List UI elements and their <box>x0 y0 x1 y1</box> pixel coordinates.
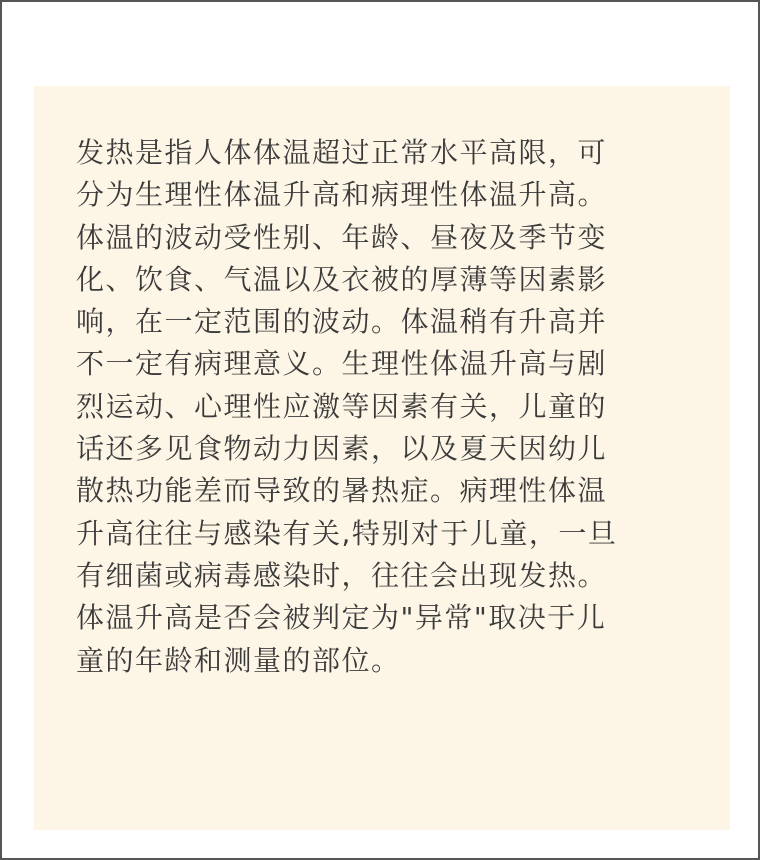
text-line: 分为生理性体温升高和病理性体温升高。 <box>76 178 608 212</box>
text-line: 发热是指人体体温超过正常水平高限，可 <box>76 136 608 169</box>
text-line: 升高往往与感染有关,特别对于儿童，一旦 <box>76 516 618 550</box>
text-line: 体温升高是否会被判定为"异常"取决于儿 <box>76 601 607 635</box>
text-line: 散热功能差而导致的暑热症。病理性体温 <box>76 474 608 508</box>
text-card <box>34 86 730 830</box>
text-line: 不一定有病理意义。生理性体温升高与剧 <box>76 347 608 381</box>
text-line: 体温的波动受性别、年龄、昼夜及季节变 <box>76 220 608 254</box>
text-line: 有细菌或病毒感染时，往往会出现发热。 <box>76 558 608 592</box>
text-line: 烈运动、心理性应激等因素有关，儿童的 <box>76 389 608 423</box>
text-line: 化、饮食、气温以及衣被的厚薄等因素影 <box>76 262 608 296</box>
text-line: 话还多见食物动力因素，以及夏天因幼儿 <box>76 432 608 466</box>
text-line: 童的年龄和测量的部位。 <box>76 643 401 677</box>
body-paragraph <box>76 132 706 682</box>
text-line: 响，在一定范围的波动。体温稍有升高并 <box>76 305 608 339</box>
